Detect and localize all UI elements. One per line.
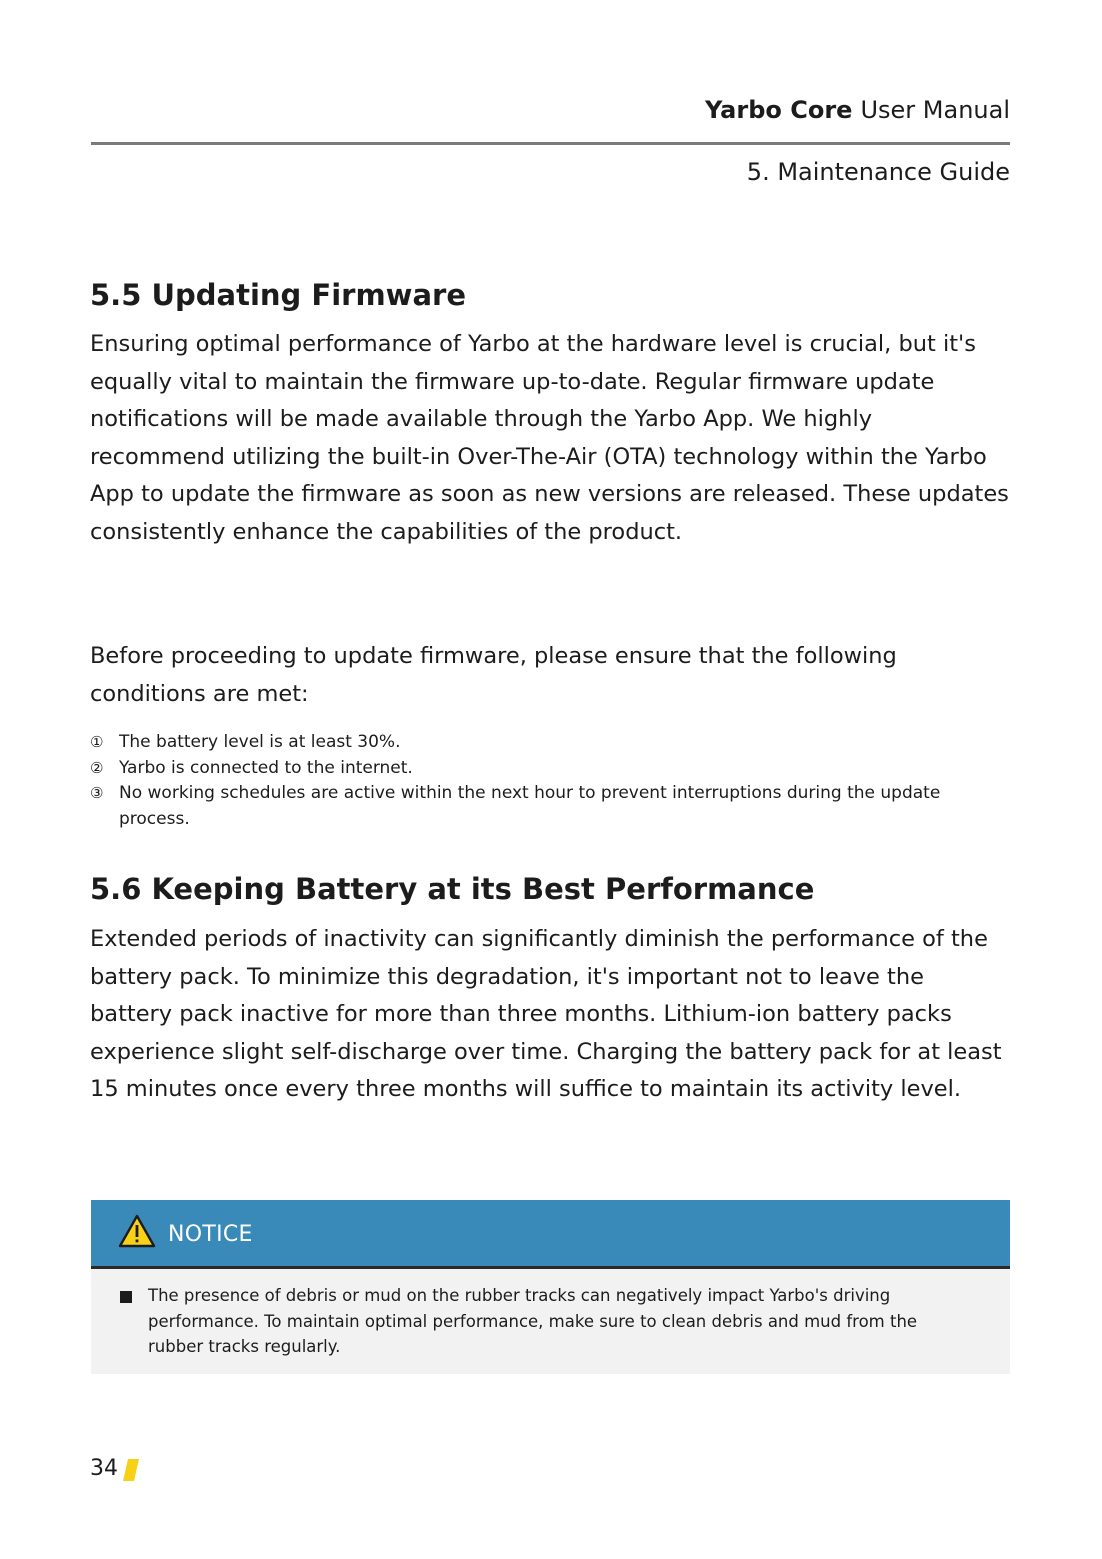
body-paragraph: Before proceeding to update firmware, please ensure that the following conditions are met: (90, 643, 897, 707)
page-number: 34 (90, 1456, 118, 1481)
list-marker: ③ (90, 784, 104, 802)
manual-subtitle: User Manual (860, 96, 1010, 124)
list-item (90, 730, 990, 756)
list-marker: ② (90, 758, 104, 777)
notice-text: The presence of debris or mud on the rubber tracks can negatively impact Yarbo's driving performance. To maintain optimal performance, make sure to clean debris and mud from the rubber tracks regularly. (148, 1286, 918, 1356)
list-item (90, 756, 990, 782)
warning-triangle-icon (118, 1214, 156, 1248)
section-heading: 5.6 Keeping Battery at its Best Performance (90, 872, 815, 906)
chapter-title: 5. Maintenance Guide (746, 158, 1010, 186)
conditions-list (90, 730, 990, 832)
body-paragraph: Extended periods of inactivity can significantly diminish the performance of the battery pack. To minimize this degradation, it's important not to leave the battery pack inactive for more than three months. Lithium-ion battery packs experience slight self-discharge over time. Charging the battery pack for at least 15 minutes once every three months will suffice to maintain its activity level. (90, 926, 1002, 1103)
notice-content (91, 1269, 1010, 1374)
list-item-text: No working schedules are active within the next hour to prevent interruptions during the update process. (119, 783, 941, 829)
header-divider (91, 142, 1010, 145)
manual-title (705, 96, 1010, 124)
list-item (90, 781, 990, 832)
list-item-text: Yarbo is connected to the internet. (119, 757, 413, 778)
product-name: Yarbo Core (705, 96, 853, 124)
list-marker: ① (90, 733, 104, 751)
notice-label: NOTICE (168, 1222, 253, 1247)
list-item-text: The battery level is at least 30%. (119, 732, 401, 752)
square-bullet-icon (120, 1291, 132, 1303)
notice-header (91, 1200, 1010, 1269)
yellow-page-mark-icon (123, 1459, 139, 1481)
body-paragraph: Ensuring optimal performance of Yarbo at the hardware level is crucial, but it's equally vital to maintain the firmware up-to-date. Regular firmware update notifications will be made available through the Yarbo App. We highly recommend utilizing the built-in Over-The-Air (OTA) technology within the Yarbo App to update the firmware as soon as new versions are released. These updates consistently enhance the capabilities of the product. (90, 331, 1009, 545)
section-heading: 5.5 Updating Firmware (90, 278, 467, 312)
